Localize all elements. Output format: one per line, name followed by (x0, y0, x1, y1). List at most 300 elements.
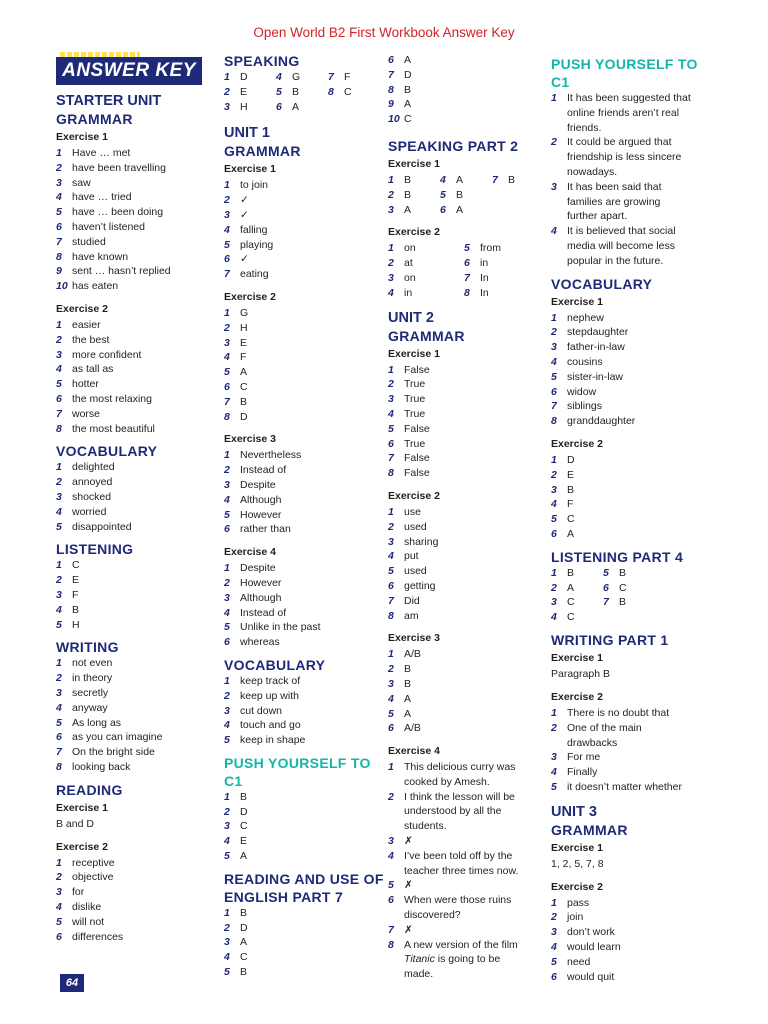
answer-item (328, 85, 380, 100)
answer-number: 3 (388, 835, 394, 848)
answer-number: 3 (388, 535, 394, 548)
answer-item (388, 286, 464, 301)
answer-number: 5 (440, 188, 446, 201)
answer-item (224, 223, 384, 238)
exercise-heading: Exercise 2 (388, 489, 440, 502)
answer-list (551, 91, 716, 269)
column-1 (56, 52, 216, 944)
answer-number: 6 (464, 257, 470, 270)
answer-text: annoyed (72, 476, 113, 489)
answer-number: 7 (328, 71, 334, 83)
answer-number: 7 (56, 746, 62, 759)
answer-number: 8 (56, 250, 62, 263)
answer-list (224, 178, 384, 282)
answer-text (567, 224, 716, 268)
answer-text: on (404, 242, 416, 255)
answer-item (224, 321, 384, 336)
answer-number: 3 (224, 704, 230, 717)
column-2 (224, 52, 384, 980)
answer-item (56, 870, 216, 885)
answer-number: 6 (388, 579, 394, 592)
answer-item (464, 271, 540, 286)
answer-item (224, 576, 384, 591)
answer-item (56, 745, 216, 760)
answer-number: 6 (56, 392, 62, 405)
answer-text: keep up with (240, 689, 299, 702)
answer-text: would quit (567, 970, 615, 983)
answer-item (388, 188, 440, 203)
answer-number: 4 (224, 223, 230, 236)
answer-number: 5 (56, 716, 62, 729)
answer-item (388, 760, 548, 790)
answer-item (224, 306, 384, 321)
answer-text: True (404, 393, 426, 406)
answer-number: 2 (388, 188, 394, 201)
answer-number: 3 (388, 203, 394, 216)
answer-item (56, 686, 216, 701)
answer-text: A/B (404, 648, 421, 661)
answer-text: However (240, 576, 282, 589)
answer-text: sent … hasn’t replied (72, 265, 171, 278)
answer-number: 9 (56, 265, 62, 278)
answer-text: B (567, 566, 575, 579)
answer-item (328, 100, 380, 115)
answer-text: shocked (72, 490, 112, 503)
answer-text (567, 780, 716, 795)
answer-number: 10 (56, 280, 68, 293)
answer-item (388, 647, 548, 662)
answer-number: 3 (551, 751, 557, 764)
answer-text: C (567, 596, 575, 609)
answer-text: A (456, 203, 464, 216)
answer-number: 1 (551, 896, 557, 909)
exercise-heading: Exercise 2 (551, 880, 603, 893)
answer-text (404, 893, 548, 923)
answer-text: B (72, 603, 80, 616)
push-yourself-heading: PUSH YOURSELF TO C1 (551, 56, 698, 90)
grammar-heading: GRAMMAR (224, 143, 301, 160)
answer-line: It could be argued that (567, 136, 672, 149)
answer-text: A (404, 54, 412, 66)
answer-item (224, 463, 384, 478)
answer-line: It has been suggested that (567, 92, 691, 104)
answer-text: H (240, 321, 248, 334)
answer-number: 1 (224, 906, 230, 919)
answer-text: stepdaughter (567, 326, 629, 339)
answer-text: receptive (72, 856, 115, 869)
answer-number: 3 (56, 176, 62, 189)
answer-number: 3 (388, 271, 394, 284)
answer-number: 1 (56, 559, 62, 572)
answer-number: 5 (56, 520, 62, 533)
answer-number: 3 (224, 591, 230, 604)
answer-line: I’ve been told off by the (404, 849, 513, 862)
answer-item (56, 900, 216, 915)
answer-item (224, 935, 384, 950)
exercise-heading: Exercise 1 (56, 131, 108, 143)
answer-line: ✗ (404, 923, 413, 936)
answer-line: A new version of the film (404, 938, 518, 951)
answer-item (224, 208, 384, 223)
answer-number: 7 (388, 594, 394, 607)
answer-text: B (404, 677, 412, 690)
answer-number: 4 (388, 692, 394, 705)
answer-text: Instead of (240, 606, 287, 619)
answer-item (388, 579, 548, 594)
answer-text: studied (72, 235, 106, 248)
answer-text: In (480, 271, 489, 284)
answer-number: 1 (551, 311, 557, 324)
answer-number: 2 (388, 663, 394, 676)
answer-number: 2 (56, 871, 62, 884)
answer-item (551, 453, 716, 468)
answer-item (224, 410, 384, 425)
answer-number: 7 (388, 452, 394, 465)
exercise-heading: Exercise 2 (388, 226, 440, 239)
answer-text: ✓ (240, 194, 249, 207)
answer-number: 3 (224, 100, 230, 113)
answer-number: 4 (56, 701, 62, 714)
answer-text: hotter (72, 378, 99, 391)
answer-number: 8 (56, 760, 62, 773)
answer-item (224, 238, 384, 253)
grammar-heading: GRAMMAR (56, 111, 133, 127)
answer-item (224, 805, 384, 820)
answer-list (56, 146, 216, 294)
answer-list (551, 311, 716, 429)
answer-number: 4 (224, 606, 230, 619)
answer-number: 5 (224, 366, 230, 379)
answer-number: 4 (56, 191, 62, 204)
answer-text: ✓ (240, 253, 249, 266)
answer-item (56, 490, 216, 505)
answer-number: 4 (56, 603, 62, 616)
answer-text: widow (567, 385, 597, 398)
unit-3-heading: UNIT 3 (551, 803, 597, 820)
answer-number: 1 (224, 306, 230, 319)
answer-text (567, 721, 716, 751)
answer-text: saw (72, 176, 91, 189)
answer-number: 3 (56, 588, 62, 601)
answer-number: 5 (603, 566, 609, 579)
answer-number: 6 (603, 581, 609, 594)
answer-list (388, 363, 548, 481)
answer-item (56, 333, 216, 348)
answer-line: friendship is less sincere (567, 151, 682, 164)
answer-list (56, 318, 216, 436)
answer-text: siblings (567, 400, 603, 413)
answer-number: 4 (551, 355, 557, 368)
answer-text: B (404, 663, 412, 676)
answer-number: 8 (388, 83, 394, 96)
answer-text: Instead of (240, 464, 287, 477)
answer-line: For me (567, 751, 601, 764)
exercise-heading: Exercise 2 (56, 302, 108, 315)
answer-number: 1 (56, 461, 62, 474)
answer-item (388, 834, 548, 849)
answer-text: B (240, 395, 248, 408)
answer-item (603, 581, 655, 596)
answer-number: 5 (56, 378, 62, 391)
answer-item (388, 53, 548, 68)
answer-number: 2 (224, 689, 230, 702)
answer-number: 4 (224, 493, 230, 506)
answer-item (388, 878, 548, 893)
answer-number: 2 (551, 468, 557, 481)
answer-number: 6 (551, 385, 557, 398)
answer-item (224, 790, 384, 805)
answer-text: Have … met (72, 147, 131, 159)
answer-line: made. (404, 968, 434, 981)
answer-item (56, 915, 216, 930)
answer-number: 7 (56, 407, 62, 420)
answer-list (224, 561, 384, 650)
answer-list (388, 53, 548, 127)
answer-item (551, 750, 716, 765)
answer-number: 7 (224, 268, 230, 281)
answer-item (56, 656, 216, 671)
answer-text: True (404, 437, 426, 450)
answer-list (224, 790, 384, 864)
answer-number: 8 (56, 422, 62, 435)
answer-item (224, 834, 384, 849)
answer-text: D (240, 71, 248, 83)
answer-text: B (240, 906, 248, 919)
answer-number: 5 (56, 618, 62, 631)
answer-line: further apart. (567, 210, 628, 223)
answer-text: A/B (404, 722, 421, 735)
answer-item (224, 561, 384, 576)
answer-item (388, 112, 548, 127)
answer-line: students. (404, 820, 447, 833)
answer-item (388, 893, 548, 923)
answer-item (224, 365, 384, 380)
answer-text: A (456, 173, 464, 186)
answer-item (224, 395, 384, 410)
answer-text: sharing (404, 535, 439, 548)
answer-item (224, 689, 384, 704)
answer-text: as you can imagine (72, 731, 163, 744)
answer-number: 5 (388, 879, 394, 892)
answer-item (56, 205, 216, 220)
answer-line: popular in the future. (567, 254, 664, 267)
answer-number: 5 (388, 422, 394, 435)
answer-item (388, 68, 548, 83)
answer-text: F (240, 351, 247, 364)
answer-text: F (344, 71, 351, 83)
answer-number: 7 (388, 923, 394, 936)
answer-number: 4 (551, 766, 557, 779)
answer-item (56, 885, 216, 900)
answer-text: C (619, 581, 627, 594)
answer-item (551, 527, 716, 542)
answer-text: C (72, 559, 80, 572)
answer-item (551, 468, 716, 483)
exercise-heading: Exercise 1 (551, 651, 603, 664)
answer-number: 6 (388, 437, 394, 450)
answer-line: Finally (567, 766, 598, 779)
answer-text: Although (240, 591, 282, 604)
answer-item (224, 606, 384, 621)
answer-number: 6 (224, 636, 230, 649)
answer-number: 2 (56, 476, 62, 489)
answer-text: False (404, 452, 430, 465)
answer-item (464, 256, 540, 271)
answer-number: 6 (388, 894, 394, 907)
answer-number: 4 (440, 173, 446, 186)
answer-item (388, 203, 440, 218)
answer-text: touch and go (240, 719, 301, 732)
answer-number: 1 (388, 242, 394, 255)
answer-number: 7 (56, 235, 62, 248)
exercise-heading: Exercise 4 (224, 546, 276, 559)
answer-item (551, 135, 716, 179)
answer-number: 2 (388, 790, 394, 803)
exercise-heading: Exercise 1 (56, 801, 108, 814)
answer-number: 4 (551, 941, 557, 954)
answer-grid (388, 241, 548, 300)
answer-item (224, 965, 384, 980)
answer-item (56, 760, 216, 775)
answer-number: 5 (551, 513, 557, 526)
answer-number: 1 (551, 706, 557, 719)
answer-text: C (240, 820, 248, 833)
answer-text: E (240, 835, 248, 848)
answer-number: 6 (551, 970, 557, 983)
answer-text: D (567, 453, 575, 466)
answer-number: 4 (276, 71, 282, 83)
answer-number: 5 (224, 734, 230, 747)
answer-item (224, 591, 384, 606)
answer-item (224, 193, 384, 208)
answer-item (551, 940, 716, 955)
answer-text: join (567, 911, 584, 924)
answer-list (224, 306, 384, 424)
answer-number: 5 (551, 955, 557, 968)
answer-number: 4 (56, 505, 62, 518)
answer-number: 1 (224, 562, 230, 575)
answer-text (404, 760, 548, 790)
answer-item (388, 407, 548, 422)
answer-item (224, 493, 384, 508)
answer-item (56, 716, 216, 731)
answer-item (603, 566, 655, 581)
answer-number: 7 (464, 271, 470, 284)
answer-item (56, 318, 216, 333)
answer-number: 6 (224, 253, 230, 266)
answer-text: A (404, 98, 412, 111)
answer-number: 7 (388, 68, 394, 81)
answer-item (56, 264, 216, 279)
answer-line: families are growing (567, 195, 661, 208)
answer-item (388, 505, 548, 520)
answer-item (224, 478, 384, 493)
answer-item (551, 512, 716, 527)
answer-text: E (240, 85, 248, 98)
answer-item (388, 849, 548, 879)
answer-number: 4 (224, 951, 230, 964)
answer-item (276, 85, 328, 100)
answer-text: False (404, 467, 430, 480)
answer-text: B (619, 596, 627, 609)
answer-text (567, 750, 716, 765)
answer-number: 3 (224, 208, 230, 221)
answer-number: 1 (56, 318, 62, 331)
answer-item (56, 730, 216, 745)
reading-use-heading-line1: READING AND USE OF (224, 870, 384, 887)
answer-line: it doesn’t matter whether (567, 780, 682, 793)
answer-number: 1 (388, 761, 394, 774)
answer-text: keep in shape (240, 734, 306, 747)
answer-text: A (404, 707, 412, 720)
exercise-heading: Exercise 3 (388, 632, 440, 645)
answer-list (224, 674, 384, 748)
answer-item (224, 267, 384, 282)
answer-number: 4 (224, 835, 230, 848)
answer-number: 1 (388, 363, 394, 376)
answer-line: It has been said that (567, 180, 662, 193)
answer-list (56, 460, 216, 534)
grammar-heading: GRAMMAR (551, 821, 628, 838)
answer-item (388, 241, 464, 256)
answer-text: D (404, 68, 412, 81)
answer-text: B (404, 173, 412, 186)
answer-item (551, 385, 716, 400)
answer-text: A (240, 366, 248, 379)
answer-item (603, 610, 655, 625)
answer-number: 6 (224, 380, 230, 393)
answer-number: 1 (551, 566, 557, 579)
answer-number: 5 (56, 206, 62, 219)
answer-item (551, 706, 716, 721)
answer-text: to join (240, 179, 269, 192)
answer-item (388, 97, 548, 112)
answer-text: H (240, 100, 248, 113)
answer-text: D (240, 410, 248, 423)
answer-line: It is believed that social (567, 225, 676, 238)
answer-number: 2 (56, 672, 62, 685)
answer-number: 2 (56, 574, 62, 587)
answer-text: whereas (240, 636, 280, 649)
answer-line: This delicious curry was (404, 761, 516, 774)
answer-text: A (567, 581, 575, 594)
answer-text: B (240, 790, 248, 803)
answer-item (224, 819, 384, 834)
answer-number: 5 (276, 85, 282, 98)
answer-text: However (240, 508, 282, 521)
answer-text: B (619, 566, 627, 579)
answer-item (440, 203, 492, 218)
answer-text: have … tried (72, 191, 132, 204)
answer-number: 3 (224, 820, 230, 833)
answer-number: 3 (388, 677, 394, 690)
exercise-heading: Exercise 2 (551, 437, 603, 450)
answer-item (56, 161, 216, 176)
answer-item (224, 448, 384, 463)
answer-item (551, 970, 716, 985)
answer-item (464, 241, 540, 256)
answer-item (388, 594, 548, 609)
answer-item (388, 392, 548, 407)
answer-number: 1 (388, 505, 394, 518)
answer-item (56, 279, 216, 294)
exercise-heading: Exercise 1 (551, 841, 603, 854)
answer-number: 8 (388, 467, 394, 480)
page-number: 64 (60, 974, 84, 992)
answer-item (56, 520, 216, 535)
answer-text: playing (240, 238, 274, 251)
answer-item (56, 220, 216, 235)
